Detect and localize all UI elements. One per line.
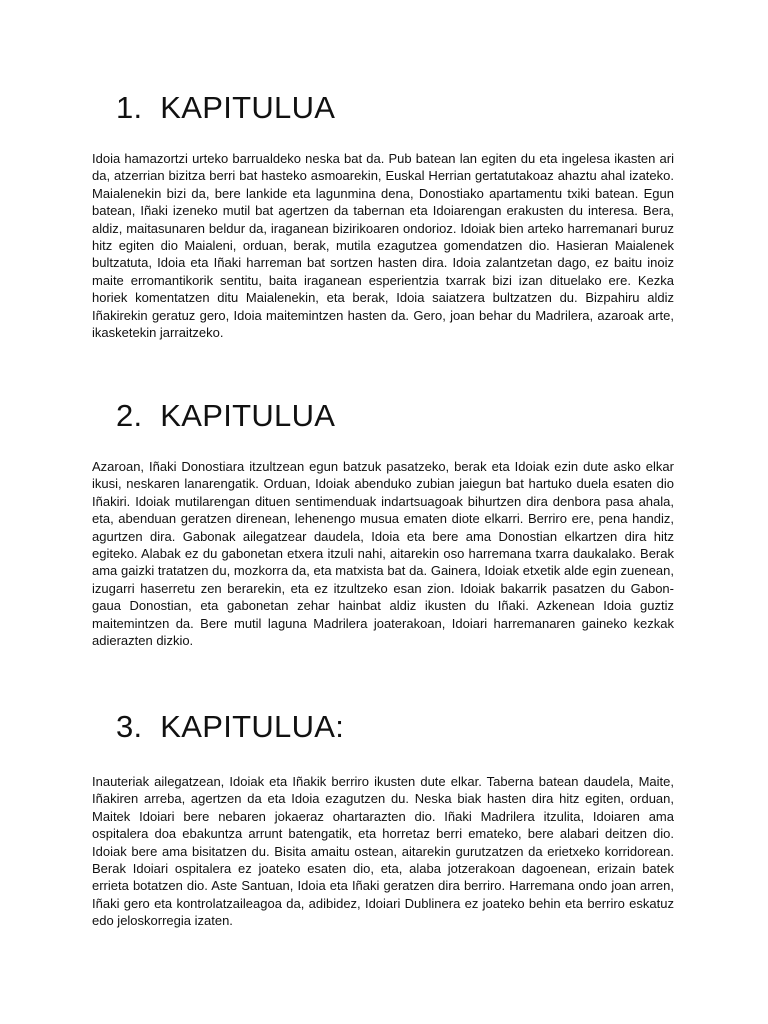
chapter-1-text: Idoia hamazortzi urteko barrualdeko neska bat da. Pub batean lan egiten du eta ingelesa ikasten ari da, atzerrian bizitza berri bat hasteko asmoarekin, Euskal Herrian gertatutakoaz ahaztu ahal izateko. Maialenekin bizi da, bere lankide eta lagunmina dena, Donostiako apartamentu txiki batean. Egun batean, Iñaki izeneko mutil bat agertzen da tabernan eta Idoiarengan erakusten du interesa. Bera, aldiz, maitasunaren beldur da, iraganean bizirikoaren ondorioz. Idoiak bien arteko harremanari buruz hitz egiten dio Maialeni, orduan, berak, mutila ezagutzea gomendatzen dio. Hasieran Maialenek bultzatuta, Idoia eta Iñaki harreman bat sortzen hasten dira. Idoia zalantzetan dago, ez baitu inoiz maite erromantikorik sentitu, baita iraganean esperientzia txarrak bizi izan dituelako ere. Kezka horiek komentatzen ditu Maialenekin, eta berak, Idoia saiatzera bultzatzen du. Bizpahiru aldiz Iñakirekin geratuz gero, Idoia maitemintzen hasten da. Gero, joan behar du Madrilera, azaroak arte, ikasketekin jarraitzeko. xyxy=(92,151,674,341)
chapter-1 xyxy=(92,90,674,341)
chapter-2 xyxy=(92,398,674,649)
chapter-2-text: Azaroan, Iñaki Donostiara itzultzean egun batzuk pasatzeko, berak eta Idoiak ezin dute asko elkar ikusi, neskaren lanarengatik. Orduan, Idoiak abenduko zubian jaiegun bat hartuko duela esaten dio Iñakiri. Idoiak mutilarengan dituen sentimenduak indartsuagoak bihurtzen dira denbora pasa ahala, eta, abenduan geratzen direnean, lehenengo musua ematen diote elkarri. Berriro ere, pena handiz, agurtzen dira. Gabonak ailegatzear daudela, Idoia eta bere ama Donostian elkartzen dira hitz egiteko. Alabak ez du gabonetan etxera itzuli nahi, aitarekin oso harremana txarra daukalako. Berak ama gaizki tratatzen du, mozkorra da, eta matxista bat da. Gainera, Idoiak etxetik alde egin zuenean, izugarri haserretu zen berarekin, eta ez itzultzeko esan zion. Idoiak bakarrik pasatzen du Gabon-gaua Donostian, eta gabonetan zehar hainbat aldiz ikusten du Iñaki. Azkenean Idoia guztiz maitemintzen da. Bere mutil laguna Madrilera joaterakoan, Idoiari harremanaren gaineko kezkak adierazten dizkio. xyxy=(92,459,674,649)
chapter-3-heading: 3. KAPITULUA: xyxy=(116,709,345,744)
chapter-3-text: Inauteriak ailegatzean, Idoiak eta Iñakik berriro ikusten dute elkar. Taberna batean daudela, Maite, Iñakiren arreba, agertzen da eta Idoia ezagutzen du. Neska biak hasten dira hitz egiten, orduan, Maitek Idoiari bere nebaren jokaeraz ohartarazten dio. Iñaki Madrilera itzulita, Idoiaren ama ospitalera doa ebakuntza arrunt batengatik, eta horretaz berri emateko, bere alabari deitzen dio. Idoiak bere ama bisitatzen du. Bisita amaitu ostean, aitarekin gurutzatzen da erietxeko korridorean. Berak Idoiari ospitalera ez joateko esaten dio, eta, alaba jotzerakoan dagoenean, erizain batek errieta botatzen dio. Aste Santuan, Idoia eta Iñaki geratzen dira berriro. Harremana ondo joan arren, Iñaki gero eta kontrolatzaileagoa da, adibidez, Idoiari Dublinera ez joateko behin eta berriro eskatuz edo jeloskorregia izaten. xyxy=(92,774,674,929)
chapter-3 xyxy=(92,709,674,931)
chapter-1-heading: 1. KAPITULUA xyxy=(116,90,336,125)
chapter-2-heading: 2. KAPITULUA xyxy=(116,398,336,433)
